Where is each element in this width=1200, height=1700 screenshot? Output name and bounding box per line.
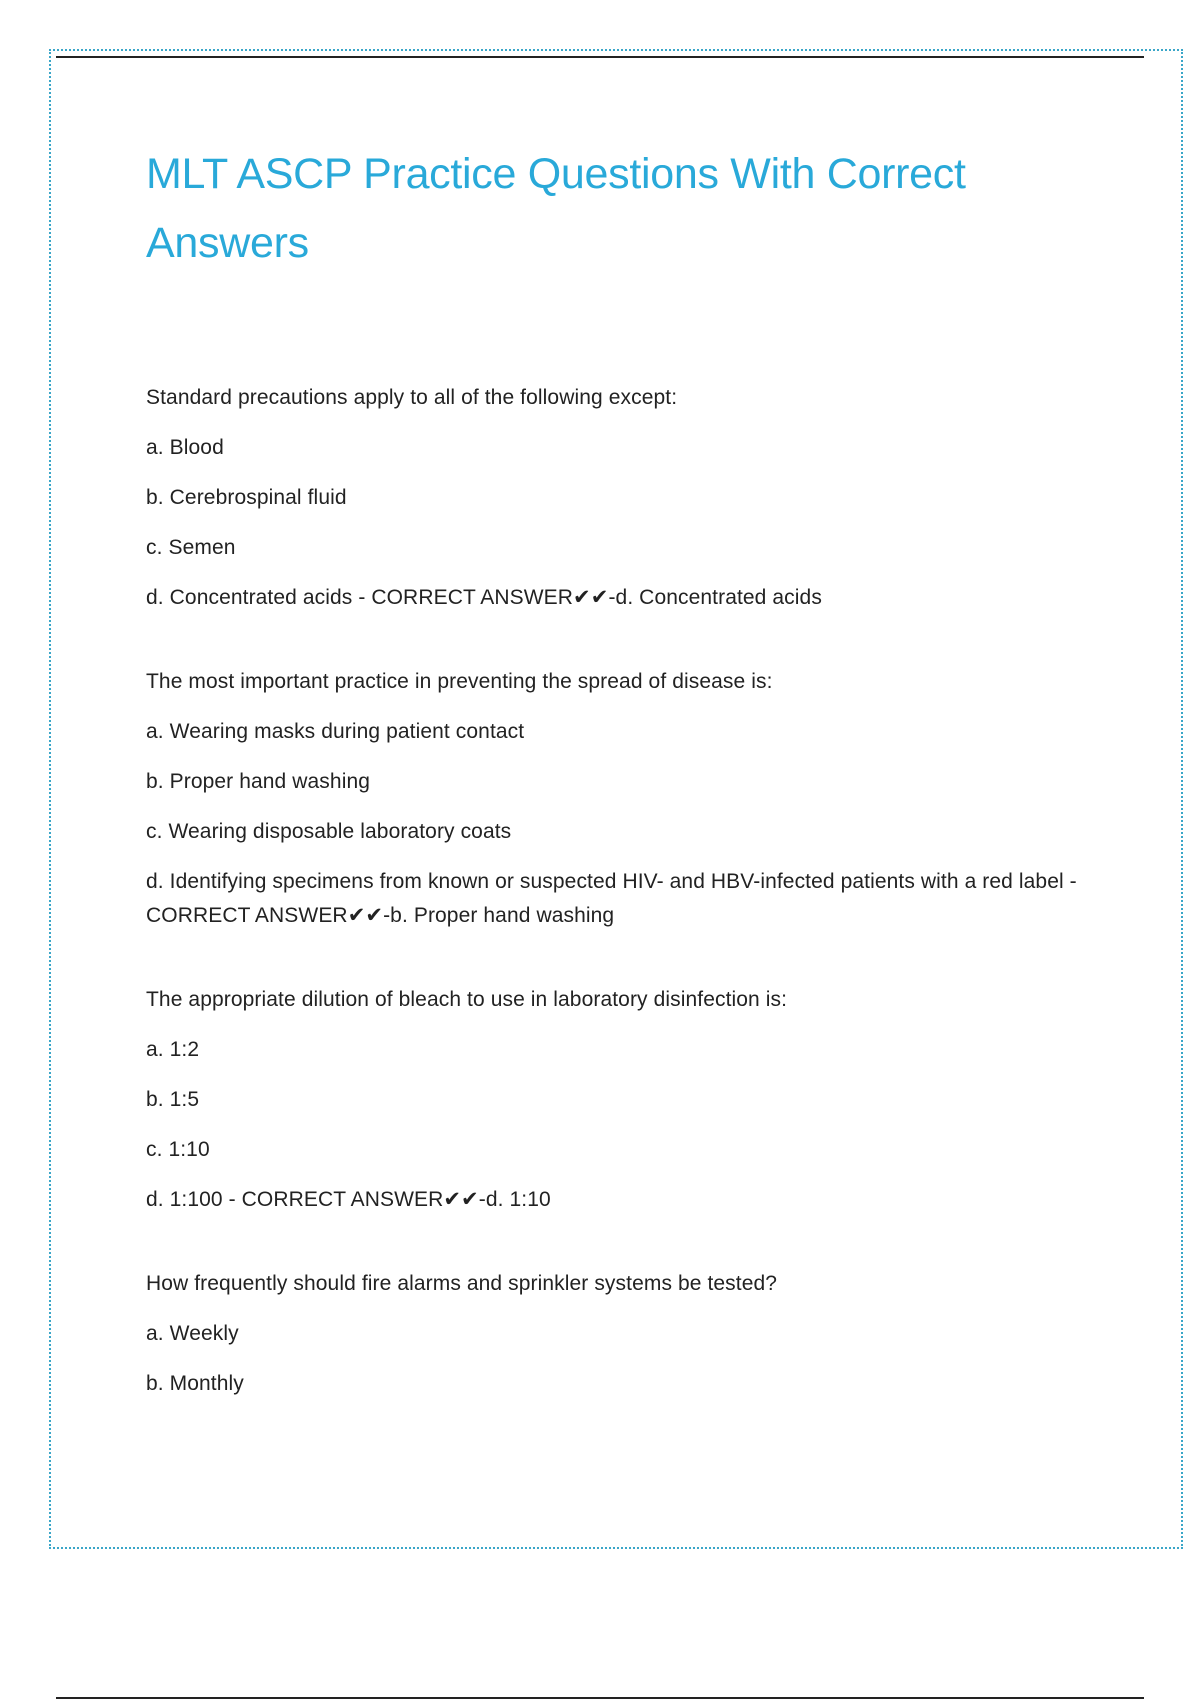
document-body bbox=[146, 140, 1086, 1451]
answer-option: a. Weekly bbox=[146, 1322, 239, 1345]
question-list bbox=[146, 381, 1086, 1401]
answer-option: b. Cerebrospinal fluid bbox=[146, 486, 347, 509]
document-title: MLT ASCP Practice Questions With Correct Answers bbox=[146, 150, 966, 267]
question-prompt: The most important practice in preventing the spread of disease is: bbox=[146, 670, 773, 693]
answer-option: a. Blood bbox=[146, 436, 224, 459]
answer-option: b. Monthly bbox=[146, 1372, 244, 1395]
answer-option: a. Wearing masks during patient contact bbox=[146, 720, 525, 743]
answer-option: c. Semen bbox=[146, 536, 236, 559]
question-3 bbox=[146, 983, 1086, 1217]
question-prompt: How frequently should fire alarms and sprinkler systems be tested? bbox=[146, 1272, 778, 1295]
answer-option: b. 1:5 bbox=[146, 1088, 200, 1111]
answer-option-with-correct-answer: d. Identifying specimens from known or suspected HIV- and HBV-infected patients with a red label - CORRECT ANSWER✔✔-b. Proper hand washing bbox=[146, 870, 1077, 927]
answer-option: c. Wearing disposable laboratory coats bbox=[146, 820, 512, 843]
answer-option: b. Proper hand washing bbox=[146, 770, 371, 793]
question-prompt: The appropriate dilution of bleach to use in laboratory disinfection is: bbox=[146, 988, 788, 1011]
question-4 bbox=[146, 1267, 1086, 1401]
question-2 bbox=[146, 665, 1086, 933]
footer-rule bbox=[56, 1697, 1144, 1699]
question-1 bbox=[146, 381, 1086, 615]
answer-option-with-correct-answer: d. Concentrated acids - CORRECT ANSWER✔✔-d. Concentrated acids bbox=[146, 586, 822, 609]
answer-option: c. 1:10 bbox=[146, 1138, 210, 1161]
answer-option: a. 1:2 bbox=[146, 1038, 200, 1061]
question-prompt: Standard precautions apply to all of the following except: bbox=[146, 386, 678, 409]
answer-option-with-correct-answer: d. 1:100 - CORRECT ANSWER✔✔-d. 1:10 bbox=[146, 1188, 551, 1211]
header-rule bbox=[56, 56, 1144, 58]
